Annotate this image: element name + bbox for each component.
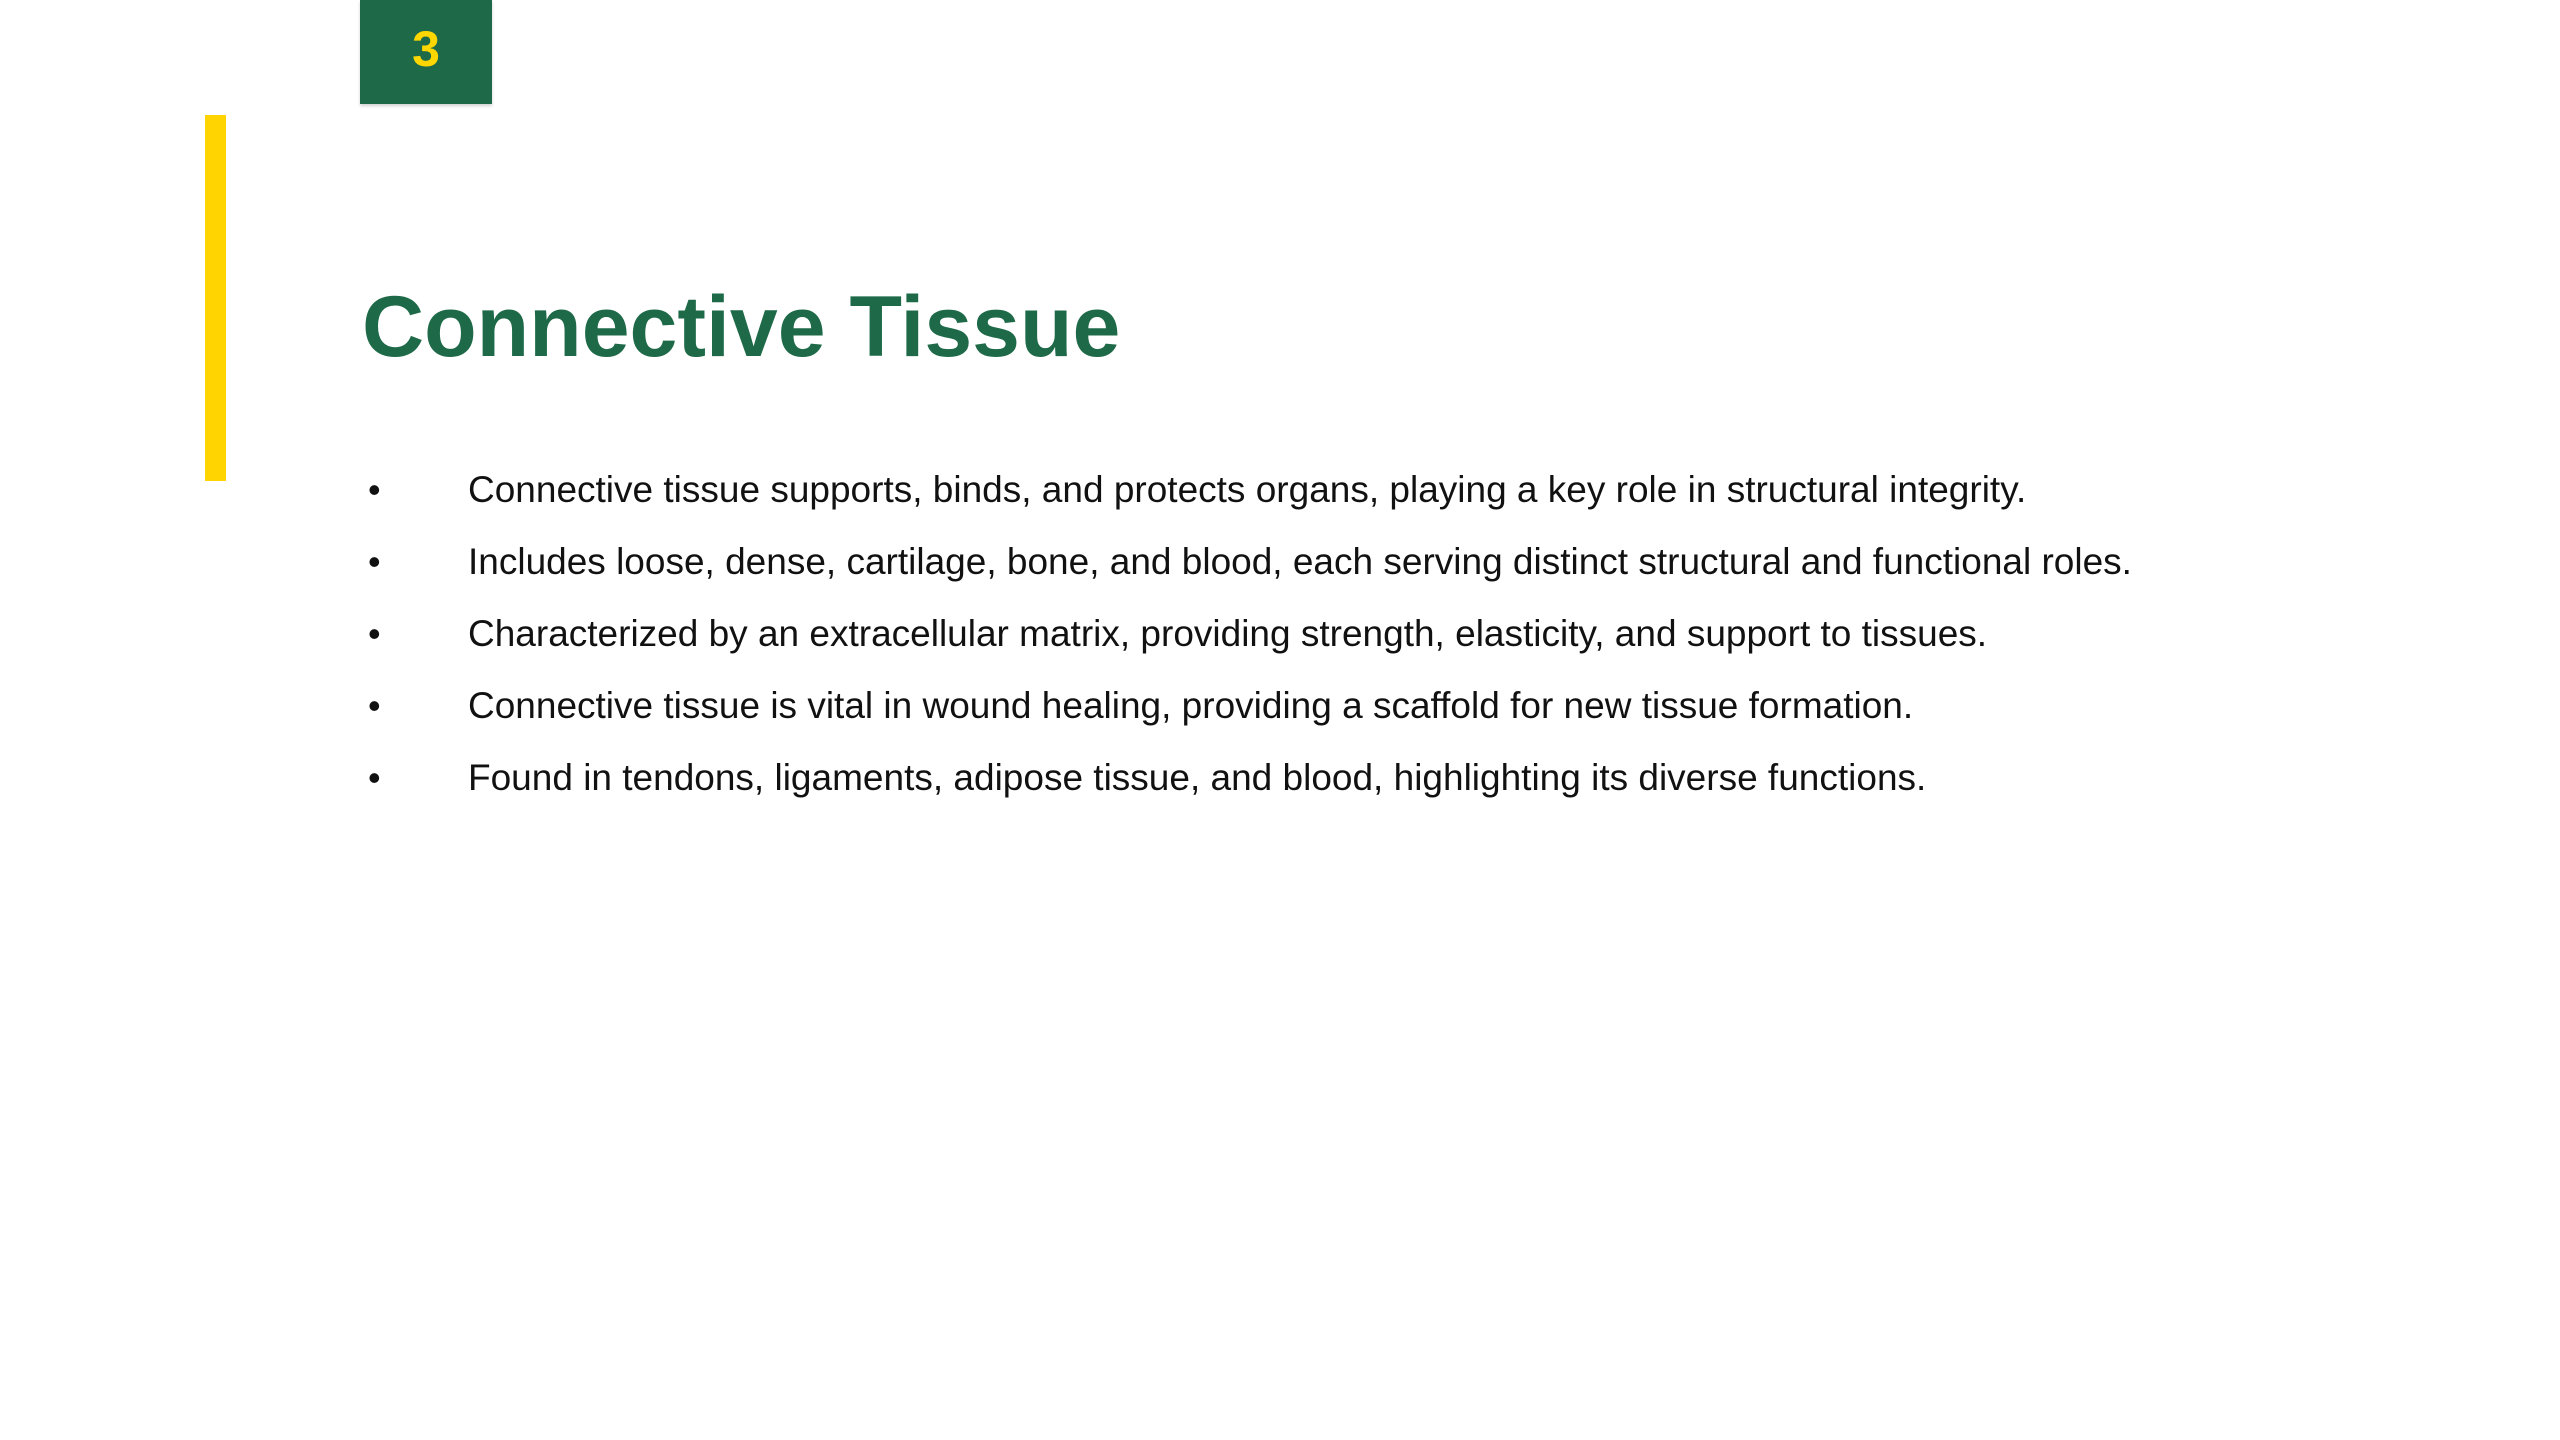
bullet-icon: • <box>368 613 381 654</box>
bullet-icon: • <box>368 685 381 726</box>
bullet-item <box>362 462 2362 534</box>
slide-number: 3 <box>412 21 440 77</box>
bullet-icon: • <box>368 541 381 582</box>
accent-bar <box>205 115 226 481</box>
bullet-item <box>362 678 2362 750</box>
bullet-list <box>362 462 2362 822</box>
bullet-icon: • <box>368 757 381 798</box>
bullet-text: Found in tendons, ligaments, adipose tissue, and blood, highlighting its diverse functions. <box>468 757 1927 798</box>
bullet-icon: • <box>368 469 381 510</box>
slide-title: Connective Tissue <box>362 279 1121 375</box>
bullet-text: Characterized by an extracellular matrix, providing strength, elasticity, and support to tissues. <box>468 613 1988 654</box>
slide-number-badge <box>360 0 492 104</box>
bullet-text: Includes loose, dense, cartilage, bone, and blood, each serving distinct structural and functional roles. <box>468 541 2132 582</box>
bullet-text: Connective tissue is vital in wound healing, providing a scaffold for new tissue formation. <box>468 685 1914 726</box>
bullet-item <box>362 534 2362 606</box>
bullet-item <box>362 750 2362 822</box>
bullet-item <box>362 606 2362 678</box>
bullet-text: Connective tissue supports, binds, and protects organs, playing a key role in structural integrity. <box>468 469 2027 510</box>
